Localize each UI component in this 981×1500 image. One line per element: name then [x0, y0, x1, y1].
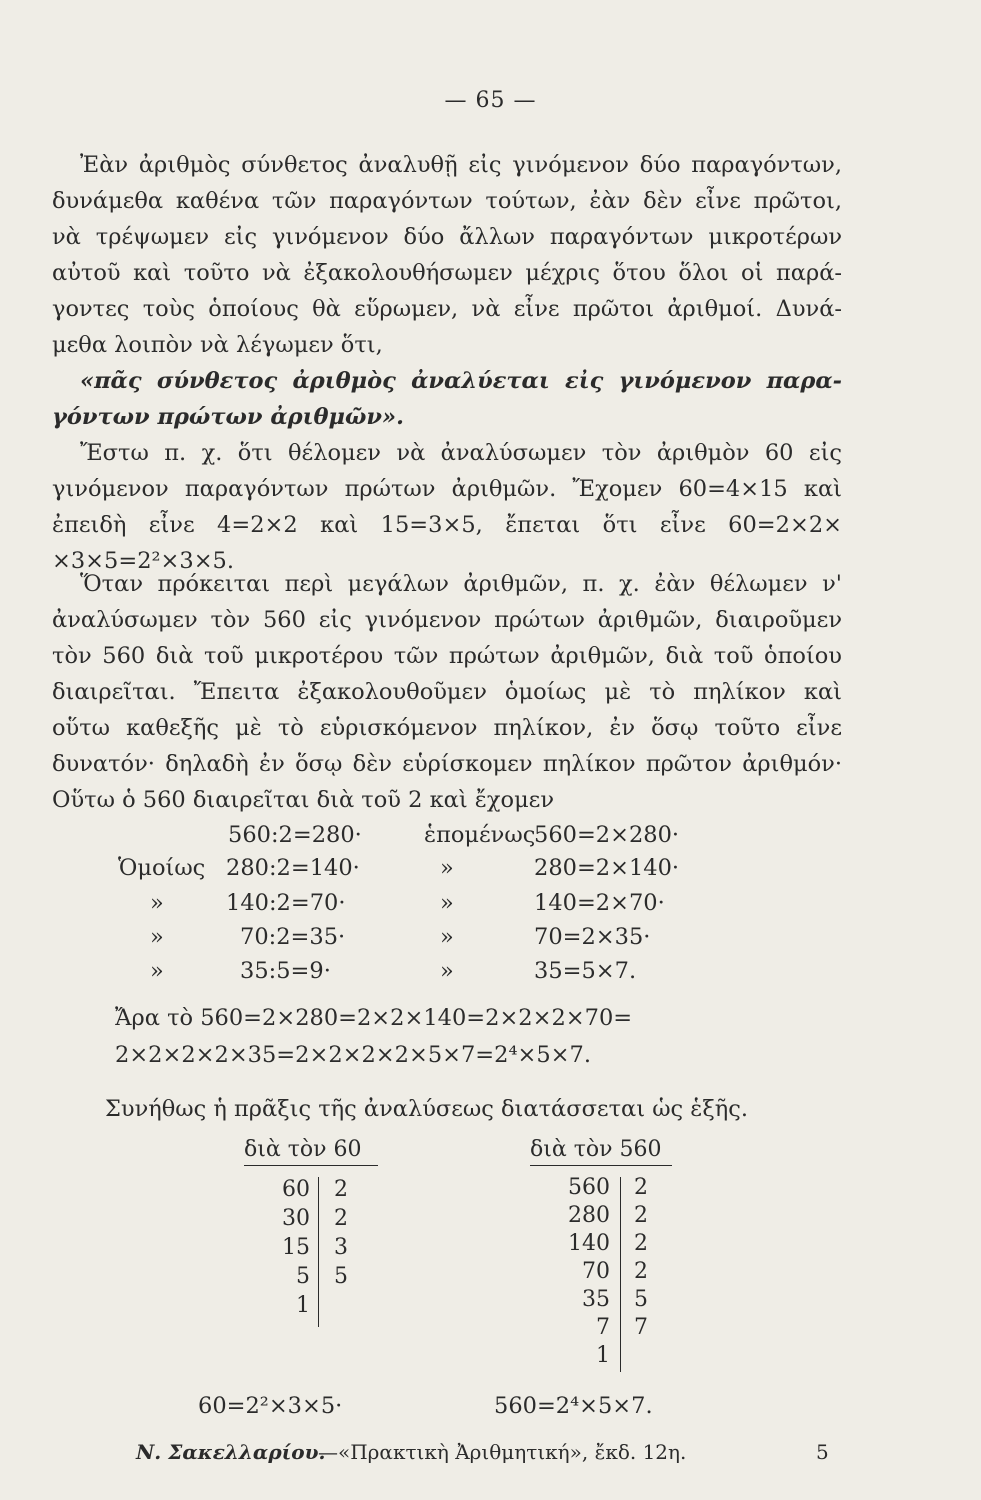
paragraph-1 [52, 147, 842, 363]
calc-lead: » [150, 924, 164, 950]
calc-connector: » [440, 855, 454, 881]
table-cell: 2 [334, 1177, 348, 1202]
table-cell: 2 [634, 1231, 648, 1256]
text-line: νὰ τρέψωμεν εἰς γινόμενον δύο ἄλλων παραγόντων μικροτέρων [52, 224, 842, 250]
arrangement-text: Συνήθως ἡ πρᾶξις τῆς ἀναλύσεως διατάσσεται ὡς ἑξῆς. [105, 1096, 748, 1122]
header-underline [530, 1165, 672, 1166]
table-cell: 280 [568, 1203, 610, 1228]
table-cell: 1 [296, 1293, 310, 1318]
calc-lead: » [150, 958, 164, 984]
sheet-signature: 5 [816, 1440, 829, 1464]
table-cell: 2 [634, 1259, 648, 1284]
text-line: τὸν 560 διὰ τοῦ μικροτέρου τῶν πρώτων ἀριθμῶν, διὰ τοῦ ὁποίου [52, 643, 842, 669]
table-result: 60=2²×3×5· [198, 1393, 343, 1419]
text-line: ἀναλύσωμεν τὸν 560 εἰς γινόμενον πρώτων ἀριθμῶν, διαιροῦμεν [52, 607, 842, 633]
table-header: διὰ τὸν 560 [530, 1137, 662, 1162]
calc-result: 280=2×140· [534, 855, 680, 881]
calc-lead: » [150, 890, 164, 916]
calc-division: 70:2=35· [240, 924, 346, 950]
text-line: ×3×5=2²×3×5. [52, 548, 235, 574]
text-line: Οὕτω ὁ 560 διαιρεῖται διὰ τοῦ 2 καὶ ἔχομεν [52, 787, 555, 813]
table-cell: 30 [282, 1206, 310, 1231]
table-cell: 2 [334, 1206, 348, 1231]
table-cell: 70 [582, 1259, 610, 1284]
division-bar [318, 1177, 319, 1327]
table-header: διὰ τὸν 60 [244, 1137, 362, 1162]
calc-lead: Ὁμοίως [118, 855, 206, 881]
text-line: «πᾶς σύνθετος ἀριθμὸς ἀναλύεται εἰς γινόμενον παρα- [80, 368, 842, 394]
table-cell: 2 [634, 1203, 648, 1228]
table-cell: 7 [596, 1315, 610, 1340]
table-cell: 140 [568, 1231, 610, 1256]
calc-connector: » [440, 890, 454, 916]
paragraph-2 [52, 435, 842, 579]
result-line: Ἄρα τὸ 560=2×280=2×2×140=2×2×2×70= [115, 1005, 633, 1031]
header-underline [244, 1165, 378, 1166]
page-number: — 65 — [444, 88, 537, 113]
text-line: Ἔστω π. χ. ὅτι θέλομεν νὰ ἀναλύσωμεν τὸν ἀριθμὸν 60 εἰς [80, 440, 842, 466]
text-line: διαιρεῖται. Ἔπειτα ἐξακολουθοῦμεν ὁμοίως μὲ τὸ πηλίκον καὶ [52, 679, 842, 705]
text-line: δυνάμεθα καθένα τῶν παραγόντων τούτων, ἐὰν δὲν εἶνε πρῶτοι, [52, 188, 842, 214]
text-line: γινόμενον παραγόντων πρώτων ἀριθμῶν. Ἔχομεν 60=4×15 καὶ [52, 476, 842, 502]
table-cell: 15 [282, 1235, 310, 1260]
table-cell: 560 [568, 1175, 610, 1200]
table-cell: 5 [634, 1287, 648, 1312]
division-bar [620, 1177, 621, 1372]
calc-division: 140:2=70· [226, 890, 346, 916]
calc-result: 35=5×7. [534, 958, 637, 984]
table-cell: 5 [296, 1264, 310, 1289]
text-line: Ἐὰν ἀριθμὸς σύνθετος ἀναλυθῇ εἰς γινόμενον δύο παραγόντων, [80, 152, 842, 178]
table-cell: 5 [334, 1264, 348, 1289]
calc-division: 35:5=9· [240, 958, 331, 984]
calc-division: 560:2=280· [228, 822, 362, 848]
text-line: οὕτω καθεξῆς μὲ τὸ εὑρισκόμενον πηλίκον, ἐν ὅσῳ τοῦτο εἶνε [52, 715, 842, 741]
text-line: δυνατόν· δηλαδὴ ἐν ὅσῳ δὲν εὑρίσκομεν πηλίκον πρῶτον ἀριθμόν· [52, 751, 842, 777]
table-result: 560=2⁴×5×7. [494, 1393, 653, 1419]
table-cell: 35 [582, 1287, 610, 1312]
table-cell: 1 [596, 1343, 610, 1368]
paragraph-3 [52, 566, 842, 818]
footer-book-title: —«Πρακτικὴ Ἀριθμητική», ἔκδ. 12η. [318, 1440, 687, 1464]
result-line: 2×2×2×2×35=2×2×2×2×5×7=2⁴×5×7. [115, 1042, 591, 1068]
text-line: ἐπειδὴ εἶνε 4=2×2 καὶ 15=3×5, ἔπεται ὅτι εἶνε 60=2×2× [52, 512, 842, 538]
calc-connector: ἑπομένως [424, 822, 536, 848]
text-line: αὐτοῦ καὶ τοῦτο νὰ ἐξακολουθήσωμεν μέχρις ὅτου ὅλοι οἱ παρά- [52, 260, 842, 286]
table-cell: 2 [634, 1175, 648, 1200]
calc-result: 140=2×70· [534, 890, 665, 916]
text-line: Ὅταν πρόκειται περὶ μεγάλων ἀριθμῶν, π. χ. ἐὰν θέλωμεν ν' [80, 571, 842, 597]
table-cell: 60 [282, 1177, 310, 1202]
rule-statement [52, 363, 842, 435]
table-cell: 7 [634, 1315, 648, 1340]
table-cell: 3 [334, 1235, 348, 1260]
calc-connector: » [440, 924, 454, 950]
calc-result: 70=2×35· [534, 924, 651, 950]
footer-author: Ν. Σακελλαρίου. [136, 1440, 326, 1464]
calc-division: 280:2=140· [226, 855, 360, 881]
calc-connector: » [440, 958, 454, 984]
calc-result: 560=2×280· [534, 822, 680, 848]
text-line: γόντων πρώτων ἀριθμῶν». [52, 404, 404, 430]
text-line: γοντες τοὺς ὁποίους θὰ εὕρωμεν, νὰ εἶνε πρῶτοι ἀριθμοί. Δυνά- [52, 296, 842, 322]
text-line: μεθα λοιπὸν νὰ λέγωμεν ὅτι, [52, 332, 383, 358]
